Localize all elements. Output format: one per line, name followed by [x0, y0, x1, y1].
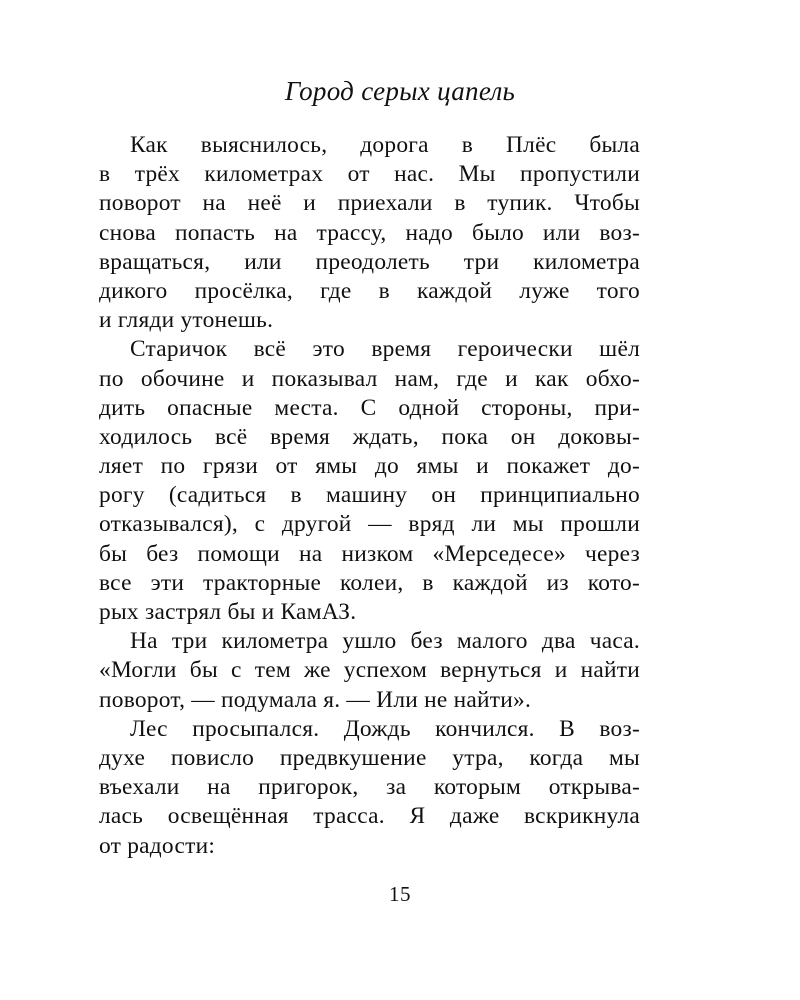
text-line: На три километра ушло без малого два часа.	[130, 628, 640, 655]
text-line: вращаться, или преодолеть три километра	[99, 248, 640, 275]
text-line: в трёх километрах от нас. Мы пропустили	[99, 161, 640, 188]
text-line: по обочине и показывал нам, где и как обхо-	[99, 365, 640, 392]
text-line: все эти тракторные колеи, в каждой из кото-	[99, 569, 640, 596]
text-line: бы без помощи на низком «Мерседесе» через	[99, 540, 640, 567]
running-head: Город серых цапель	[284, 76, 516, 106]
text-line: дикого просёлка, где в каждой луже того	[99, 277, 640, 304]
text-line: «Могли бы с тем же успехом вернуться и найти	[99, 657, 640, 684]
text-line: снова попасть на трассу, надо было или воз-	[99, 219, 640, 246]
text-line: духе повисло предвкушение утра, когда мы	[99, 744, 640, 771]
text-line: от радости:	[99, 832, 216, 859]
page-number: 15	[389, 882, 411, 906]
paragraph-3	[99, 627, 640, 715]
text-line: поворот на неё и приехали в тупик. Чтобы	[99, 190, 640, 217]
text-line: ляет по грязи от ямы до ямы и покажет до-	[99, 453, 640, 480]
text-line: рогу (садиться в машину он принципиально	[99, 482, 640, 509]
paragraph-4	[99, 715, 640, 861]
text-line: Лес просыпался. Дождь кончился. В воз-	[130, 715, 640, 742]
text-line: поворот, — подумала я. — Или не найти».	[99, 686, 532, 713]
text-line: Как выяснилось, дорога в Плёс была	[130, 132, 640, 158]
text-line: въехали на пригорок, за которым открыва-	[99, 774, 640, 801]
text-line: ходилось всё время ждать, пока он доковы-	[99, 423, 640, 450]
body-text	[99, 131, 640, 861]
paragraph-1	[99, 131, 640, 335]
paragraph-2	[99, 335, 640, 627]
text-line: лась освещённая трасса. Я даже вскрикнула	[99, 803, 640, 830]
text-line: и гляди утонешь.	[99, 307, 274, 334]
text-line: дить опасные места. С одной стороны, при-	[99, 394, 640, 421]
text-line: Старичок всё это время героически шёл	[130, 336, 640, 363]
text-line: рых застрял бы и КамАЗ.	[99, 599, 357, 625]
text-line: отказывался), с другой — вряд ли мы прошли	[99, 511, 640, 538]
